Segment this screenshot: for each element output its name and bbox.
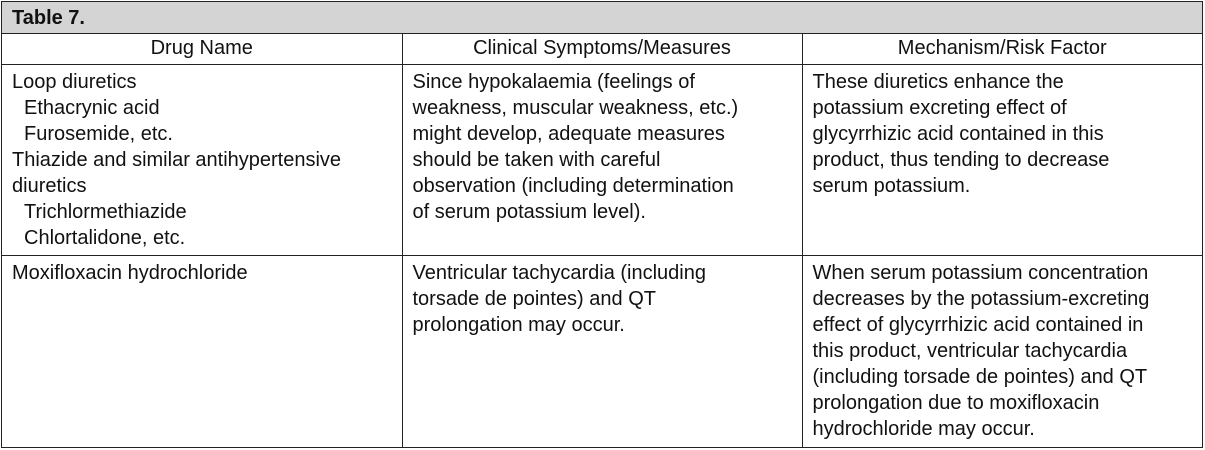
symptoms-cell <box>402 64 802 255</box>
drug-line: Trichlormethiazide <box>24 200 187 223</box>
mechanism-line: glycyrrhizic acid contained in this <box>812 122 1104 145</box>
table-grid <box>2 34 1202 448</box>
table-row <box>2 255 1202 448</box>
mechanism-line: serum potassium. <box>812 174 971 197</box>
mechanism-line: prolongation due to moxifloxacin <box>812 391 1100 414</box>
header-clinical-symptoms: Clinical Symptoms/Measures <box>402 34 802 64</box>
mechanism-line: decreases by the potassium-excreting <box>812 287 1150 310</box>
mechanism-line: product, thus tending to decrease <box>812 148 1110 171</box>
mechanism-cell <box>802 255 1202 448</box>
symptoms-line: torsade de pointes) and QT <box>412 287 656 310</box>
drug-line: Ethacrynic acid <box>24 96 160 119</box>
symptoms-line: Ventricular tachycardia (including <box>412 261 706 284</box>
mechanism-line: this product, ventricular tachycardia <box>812 339 1128 362</box>
symptoms-cell <box>402 255 802 448</box>
drug-line: Furosemide, etc. <box>24 122 173 145</box>
drug-name-cell <box>2 255 402 448</box>
mechanism-line: When serum potassium concentration <box>812 261 1149 284</box>
header-row <box>2 34 1202 64</box>
drug-line: Moxifloxacin hydrochloride <box>12 261 248 284</box>
symptoms-line: should be taken with careful <box>412 148 661 171</box>
mechanism-line: effect of glycyrrhizic acid contained in <box>812 313 1144 336</box>
symptoms-line: weakness, muscular weakness, etc.) <box>412 96 739 119</box>
header-drug-name: Drug Name <box>2 34 402 64</box>
drug-line: Thiazide and similar antihypertensive <box>12 148 342 171</box>
mechanism-line: (including torsade de pointes) and QT <box>812 365 1148 388</box>
table-row <box>2 64 1202 255</box>
mechanism-line: These diuretics enhance the <box>812 70 1064 93</box>
mechanism-cell <box>802 64 1202 255</box>
mechanism-line: hydrochloride may occur. <box>812 417 1035 440</box>
symptoms-line: might develop, adequate measures <box>412 122 725 145</box>
mechanism-line: potassium excreting effect of <box>812 96 1067 119</box>
drug-line: Chlortalidone, etc. <box>24 226 186 249</box>
symptoms-line: Since hypokalaemia (feelings of <box>412 70 695 93</box>
symptoms-line: prolongation may occur. <box>412 313 625 336</box>
drug-line: diuretics <box>12 174 87 197</box>
drug-interaction-table <box>1 1 1203 448</box>
drug-line: Loop diuretics <box>12 70 137 93</box>
symptoms-line: of serum potassium level). <box>412 200 646 223</box>
header-mechanism: Mechanism/Risk Factor <box>802 34 1202 64</box>
symptoms-line: observation (including determination <box>412 174 734 197</box>
table-caption: Table 7. <box>2 2 1202 34</box>
drug-name-cell <box>2 64 402 255</box>
